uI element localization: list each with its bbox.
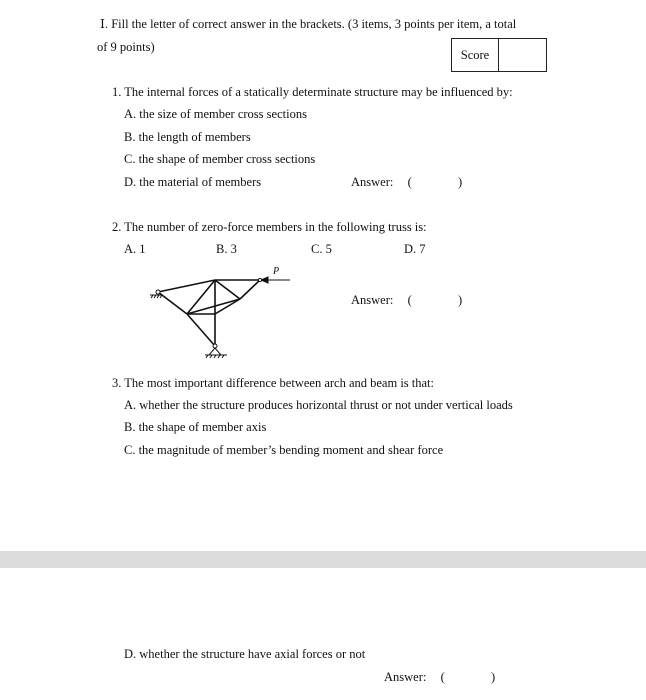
q1-option-c: C. the shape of member cross sections: [124, 152, 316, 166]
truss-diagram: [140, 262, 300, 362]
q3-answer-close: ): [491, 670, 496, 684]
q3-answer-label: Answer:: [384, 670, 427, 684]
score-box: [451, 38, 547, 72]
page-break-band: [0, 551, 646, 568]
bottom-support-icon: [205, 344, 227, 358]
truss-node: [258, 278, 261, 281]
section-title-line1: Ⅰ. Fill the letter of correct answer in the brackets. (3 items, 3 points per item, a total: [100, 17, 517, 31]
truss-members: [158, 280, 260, 346]
score-label: Score: [452, 39, 499, 71]
load-label: P: [273, 266, 280, 277]
q3-stem: 3. The most important difference between arch and beam is that:: [112, 376, 434, 390]
q2-answer: [351, 293, 462, 308]
q3-option-d: D. whether the structure have axial forces or not: [124, 647, 366, 661]
q1-answer-open: (: [407, 175, 412, 189]
q1-option-b: B. the length of members: [124, 130, 251, 144]
truss-member: [215, 280, 240, 299]
section-title-line2: of 9 points): [97, 40, 155, 54]
q2-answer-open: (: [407, 293, 412, 307]
truss-member: [240, 280, 260, 299]
q3-option-a: A. whether the structure produces horizontal thrust or not under vertical loads: [124, 398, 513, 412]
q2-option-d: D. 7: [404, 242, 426, 256]
q1-option-a: A. the size of member cross sections: [124, 107, 307, 121]
q3-answer: [384, 670, 495, 685]
truss-member: [215, 299, 240, 314]
q2-stem: 2. The number of zero-force members in the following truss is:: [112, 220, 427, 234]
q1-answer-label: Answer:: [351, 175, 394, 189]
q3-option-c: C. the magnitude of member’s bending moment and shear force: [124, 443, 444, 457]
truss-member: [187, 314, 215, 346]
q2-answer-close: ): [458, 293, 463, 307]
score-field[interactable]: [499, 39, 546, 71]
q1-answer: [351, 175, 462, 190]
q2-option-a: A. 1: [124, 242, 146, 256]
q3-option-b: B. the shape of member axis: [124, 420, 267, 434]
truss-member: [187, 299, 240, 314]
q1-stem: 1. The internal forces of a statically determinate structure may be influenced by:: [112, 85, 513, 99]
load-arrow-icon: [261, 277, 290, 283]
q1-option-d: D. the material of members: [124, 175, 262, 189]
q2-option-c: C. 5: [311, 242, 332, 256]
q1-answer-close: ): [458, 175, 463, 189]
q2-answer-label: Answer:: [351, 293, 394, 307]
q3-answer-open: (: [440, 670, 445, 684]
q2-option-b: B. 3: [216, 242, 237, 256]
